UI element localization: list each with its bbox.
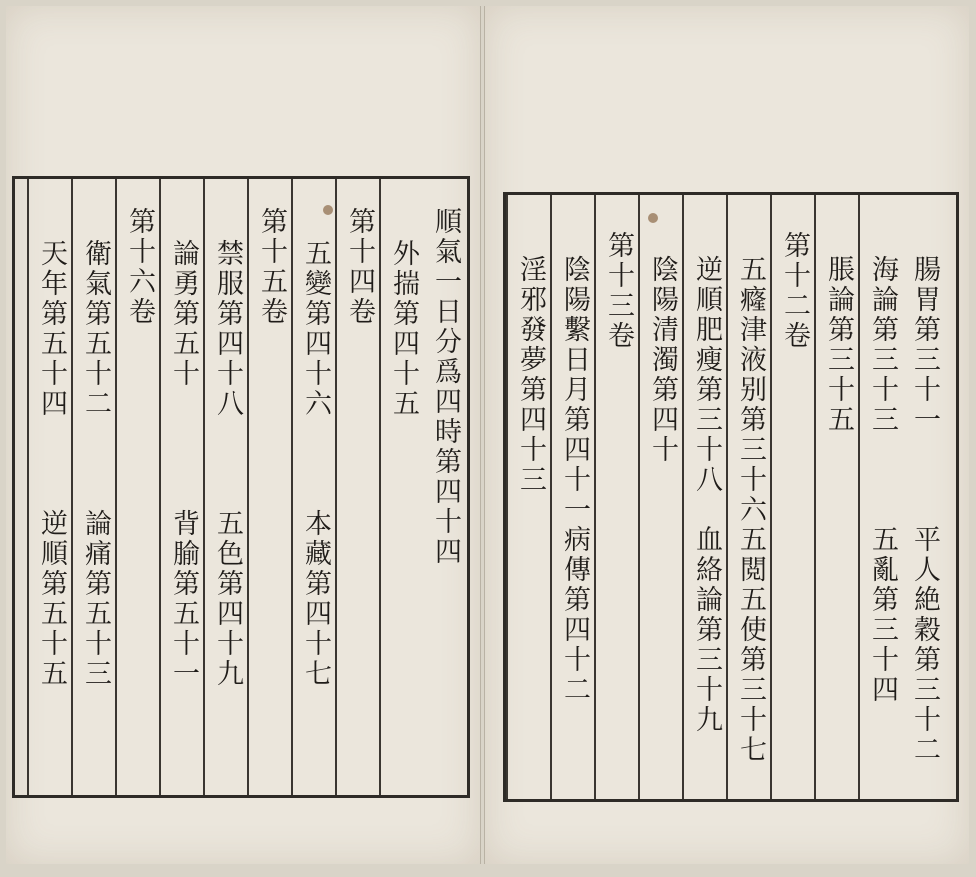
column-text-top: 衛氣第五十二: [80, 239, 111, 419]
column-text-top: 腸胃第三十一: [909, 255, 940, 435]
column-text-bottom: 五閲五使第三十七: [735, 525, 766, 765]
right-text-frame: [503, 192, 959, 802]
column-text-top: 第十五卷: [256, 207, 287, 327]
column-text-top: 逆順肥瘦第三十八: [691, 255, 722, 495]
right-column-2: [858, 195, 904, 799]
column-text-bottom: 五色第四十九: [212, 509, 243, 689]
column-text-bottom: 血絡論第三十九: [691, 525, 722, 735]
column-text-bottom: 論痛第五十三: [80, 509, 111, 689]
column-text-top: 論勇第五十: [168, 239, 199, 389]
column-text-top: 外揣第四十五: [388, 239, 419, 419]
column-text-top: 陰陽繫日月第四十一: [559, 255, 590, 525]
column-text-bottom: 五亂第三十四: [867, 525, 898, 705]
left-column-9: [71, 179, 117, 795]
paper-stain: [323, 205, 333, 215]
right-column-6: [682, 195, 728, 799]
left-page: [6, 6, 481, 864]
left-column-2: [379, 179, 425, 795]
right-column-4: [770, 195, 816, 799]
column-text-bottom: 背腧第五十一: [168, 509, 199, 689]
left-text-frame: [12, 176, 470, 798]
left-column-8: [115, 179, 161, 795]
column-text-top: 陰陽清濁第四十: [647, 255, 678, 465]
right-column-3: [814, 195, 860, 799]
right-page: [484, 6, 969, 864]
left-column-1: [423, 179, 467, 795]
right-column-10: [506, 195, 552, 799]
column-text-top: 五變第四十六: [300, 239, 331, 419]
paper-stain: [648, 213, 658, 223]
column-text-top: 第十三卷: [603, 231, 634, 351]
left-column-7: [159, 179, 205, 795]
left-column-10: [27, 179, 73, 795]
column-text-top: 天年第五十四: [36, 239, 67, 419]
left-column-5: [247, 179, 293, 795]
column-text-top: 第十四卷: [344, 207, 375, 327]
column-text-bottom: 本藏第四十七: [300, 509, 331, 689]
right-column-5: [726, 195, 772, 799]
column-text-bottom: 逆順第五十五: [36, 509, 67, 689]
right-column-7: [638, 195, 684, 799]
column-text-bottom: 平人絶穀第三十二: [909, 525, 940, 765]
column-text-top: 禁服第四十八: [212, 239, 243, 419]
right-column-8: [594, 195, 640, 799]
column-text-top: 第十二卷: [779, 231, 810, 351]
column-text-top: 順氣一日分爲四時第四十四: [430, 207, 461, 567]
column-text-top: 第十六卷: [124, 207, 155, 327]
right-column-9: [550, 195, 596, 799]
column-text-bottom: 病傳第四十二: [559, 525, 590, 705]
left-column-6: [203, 179, 249, 795]
column-text-top: 五癃津液别第三十六: [735, 255, 766, 525]
right-column-1: [902, 195, 946, 799]
column-text-top: 淫邪發夢第四十三: [515, 255, 546, 495]
column-text-top: 海論第三十三: [867, 255, 898, 435]
left-column-4: [291, 179, 337, 795]
left-column-3: [335, 179, 381, 795]
column-text-top: 脹論第三十五: [823, 255, 854, 435]
